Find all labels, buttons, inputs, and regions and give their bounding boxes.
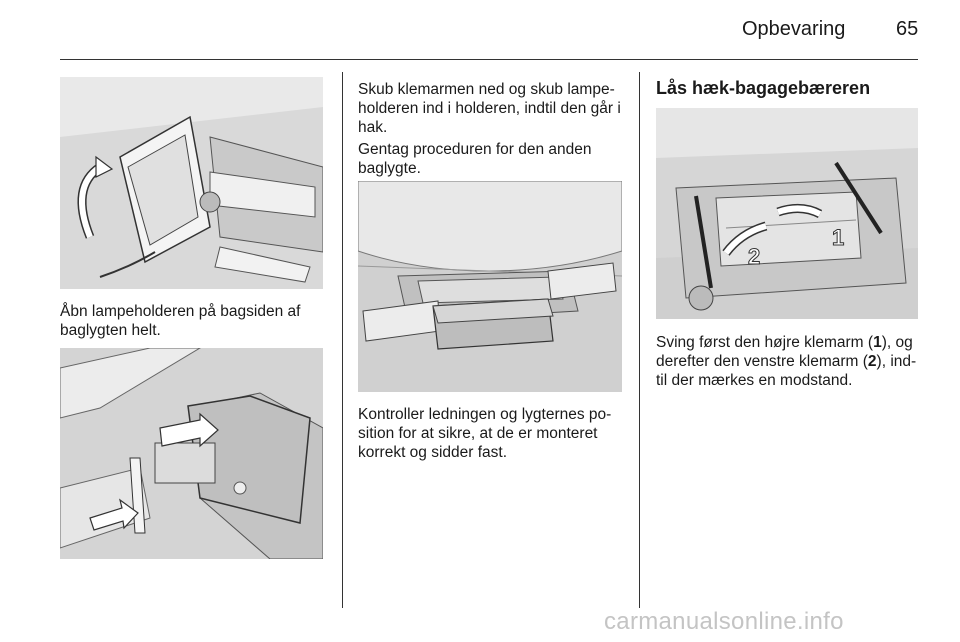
ref-1: 1 [873,334,882,351]
instruction-swing-clamp-arms [656,333,920,390]
column-divider-1 [342,72,343,608]
instruction-push-clamp-arm: Skub klemarmen ned og skub lampeholderen ind i holderen, indtil den går i hak. [358,81,621,136]
text-part-2: ), og derefter den venstre klemarm ( [656,334,913,370]
text-part-1: Sving først den højre klemarm ( [656,334,874,351]
column-divider-2 [639,72,640,608]
figure-lock-carrier [656,108,918,319]
chapter-title: Opbevaring [742,18,846,40]
section-heading: Lås hæk-bagagebæreren [656,78,871,98]
instruction-repeat-procedure: Gentag proceduren for den anden baglygte. [358,141,592,177]
watermark: carmanualsonline.info [604,608,844,635]
instruction-check-wiring: Kontroller ledningen og lygternes position for at sikre, at de er monteret korrekt og sidder fast. [358,406,612,461]
callout-1: 1 [832,225,845,250]
figure-lamp-holder-insert [60,348,323,559]
callout-2: 2 [748,244,761,269]
figure-lamp-holder-open [60,77,323,289]
ref-2: 2 [867,353,877,370]
text-part-3: ), indtil der mærkes en modstand. [656,353,917,389]
page-number: 65 [896,18,919,40]
figure-bike-carrier-drawer [358,181,622,392]
header-rule [60,59,918,60]
caption-open-lamp-holder: Åbn lampeholderen på bagsiden af baglygten helt. [60,303,301,339]
